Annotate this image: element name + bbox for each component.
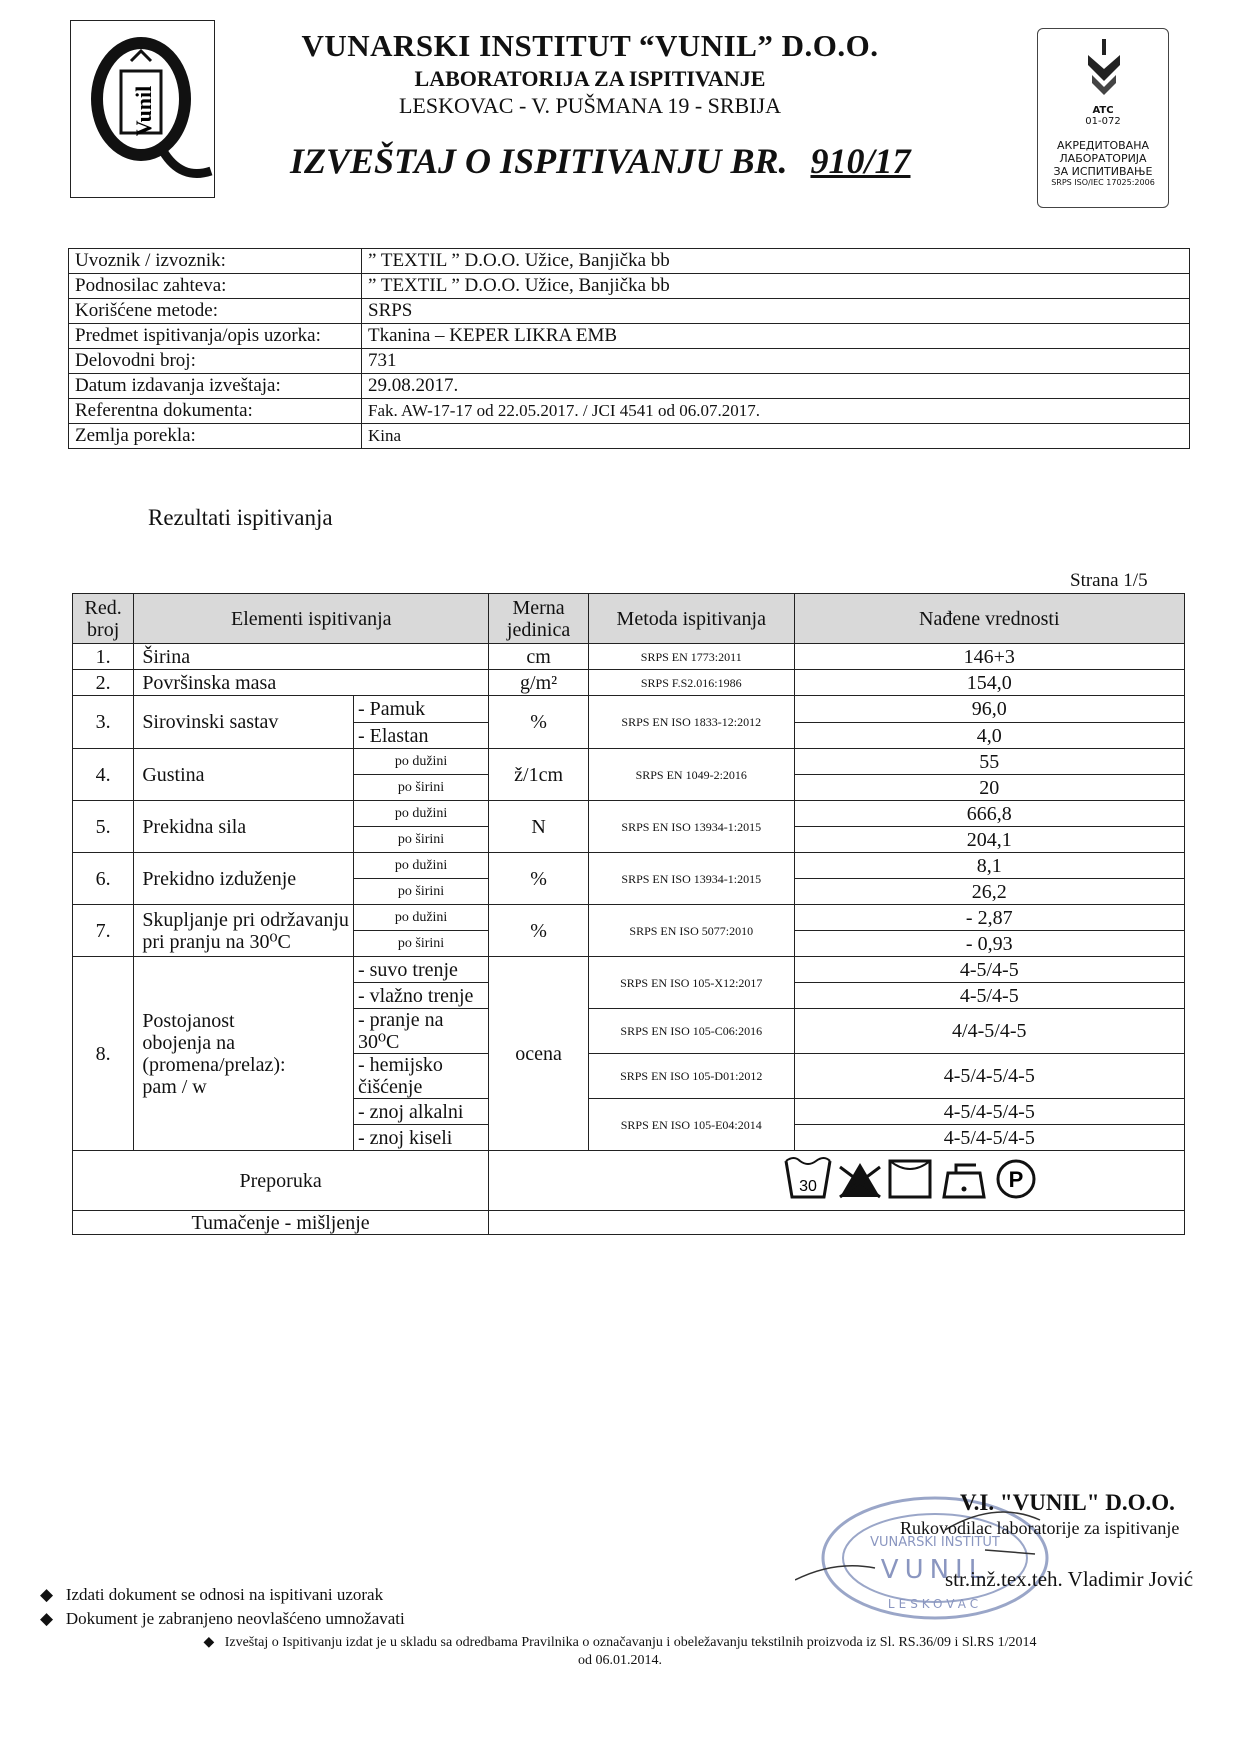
row-value: 146+3	[794, 644, 1184, 670]
row-method: SRPS EN ISO 105-C06:2016	[588, 1009, 794, 1054]
row-value: - 0,93	[794, 931, 1184, 957]
footnotes	[40, 1585, 405, 1633]
row-method: SRPS EN ISO 13934-1:2015	[588, 801, 794, 853]
signature-company: V.I. "VUNIL" D.O.O.	[960, 1490, 1175, 1515]
header-value: Nađene vrednosti	[794, 594, 1184, 644]
row-value: 26,2	[794, 879, 1184, 905]
row-method: SRPS EN ISO 105-E04:2014	[588, 1099, 794, 1151]
row-unit: %	[489, 696, 589, 749]
row-value: 96,0	[794, 696, 1184, 723]
info-label: Delovodni broj:	[69, 349, 362, 374]
info-label: Zemlja porekla:	[69, 424, 362, 449]
row-method: SRPS EN ISO 1833-12:2012	[588, 696, 794, 749]
row-unit: ocena	[489, 957, 589, 1151]
recommendation-row	[73, 1151, 1185, 1211]
row-sub-label: po širini	[353, 827, 488, 853]
interpretation-label: Tumačenje - mišljenje	[73, 1211, 489, 1235]
table-row	[73, 696, 1185, 723]
bullet-icon: ◆	[203, 1635, 225, 1650]
header-unit: Merna jedinica	[489, 594, 589, 644]
dry-clean-p-icon	[998, 1161, 1034, 1197]
tumble-dry-prohibited-icon	[890, 1161, 930, 1197]
row-unit: cm	[489, 644, 589, 670]
footnote-item	[195, 1634, 1045, 1670]
row-number: 5.	[73, 801, 134, 853]
report-label: IZVEŠTAJ O ISPITIVANJU BR.	[290, 141, 788, 181]
row-value: 55	[794, 749, 1184, 775]
accreditation-body: ATC	[1092, 105, 1114, 116]
row-element-line2: pri pranju na 30⁰C	[142, 930, 291, 953]
row-number: 7.	[73, 905, 134, 957]
page-number: Strana 1/5	[1070, 570, 1148, 591]
accreditation-badge	[1037, 28, 1169, 208]
interpretation-row	[73, 1211, 1185, 1235]
info-label: Predmet ispitivanja/opis uzorka:	[69, 324, 362, 349]
row-element-line1: Skupljanje pri održavanju	[142, 908, 349, 931]
row-sub-label: po dužini	[353, 853, 488, 879]
iron-icon	[944, 1165, 984, 1197]
row-element	[134, 957, 354, 1151]
row-sub-label: - suvo trenje	[353, 957, 488, 983]
row-sub-label: po širini	[353, 931, 488, 957]
row-element-line2: obojenja na	[142, 1031, 236, 1054]
report-title	[290, 140, 924, 182]
row-sub-label: po širini	[353, 775, 488, 801]
row-number: 6.	[73, 853, 134, 905]
table-row	[73, 670, 1185, 696]
stamp-text: VUNARSKI INSTITUT	[870, 1535, 1000, 1550]
results-table	[72, 593, 1185, 1235]
info-row	[69, 249, 1190, 274]
row-element-line1: Postojanost	[142, 1009, 235, 1032]
dry-clean-letter: P	[1008, 1167, 1024, 1192]
recommendation-label: Preporuka	[73, 1151, 489, 1211]
table-row	[73, 905, 1185, 931]
report-number: 910/17	[810, 141, 911, 181]
footnote-item	[40, 1585, 405, 1605]
row-value: 4-5/4-5/4-5	[794, 1125, 1184, 1151]
info-label: Datum izdavanja izveštaja:	[69, 374, 362, 399]
row-value: - 2,87	[794, 905, 1184, 931]
info-row	[69, 324, 1190, 349]
table-row	[73, 749, 1185, 775]
row-value: 4,0	[794, 723, 1184, 749]
info-value: 29.08.2017.	[362, 374, 1190, 399]
info-label: Podnosilac zahteva:	[69, 274, 362, 299]
row-sub-label: po širini	[353, 879, 488, 905]
info-value: ” TEXTIL ” D.O.O. Užice, Banjička bb	[362, 249, 1190, 274]
row-number: 8.	[73, 957, 134, 1151]
row-element: Prekidno izduženje	[134, 853, 354, 905]
stamp-center: VUNIL	[880, 1555, 990, 1585]
bullet-icon: ◆	[40, 1609, 66, 1628]
row-element: Površinska masa	[134, 670, 489, 696]
row-element: Prekidna sila	[134, 801, 354, 853]
row-number: 2.	[73, 670, 134, 696]
row-value: 8,1	[794, 853, 1184, 879]
table-row	[73, 957, 1185, 983]
institute-logo	[70, 20, 215, 198]
wash-temperature: 30	[799, 1178, 818, 1195]
info-label: Referentna dokumenta:	[69, 399, 362, 424]
address: LESKOVAC - V. PUŠMANA 19 - SRBIJA	[398, 93, 782, 118]
row-value: 4-5/4-5/4-5	[794, 1099, 1184, 1125]
info-value: SRPS	[362, 299, 1190, 324]
info-row	[69, 349, 1190, 374]
row-value: 4-5/4-5/4-5	[794, 1054, 1184, 1099]
accreditation-line1: АКРЕДИТОВАНА	[1057, 139, 1149, 152]
wash-30-icon	[786, 1158, 830, 1197]
results-title: Rezultati ispitivanja	[148, 505, 333, 530]
stamp-city: LESKOVAC	[887, 1597, 983, 1611]
row-method: SRPS EN ISO 13934-1:2015	[588, 853, 794, 905]
header-method: Metoda ispitivanja	[588, 594, 794, 644]
row-unit: %	[489, 853, 589, 905]
row-sub-label: - znoj kiseli	[353, 1125, 488, 1151]
row-unit: %	[489, 905, 589, 957]
row-sub-label: po dužini	[353, 749, 488, 775]
row-value: 20	[794, 775, 1184, 801]
row-unit: N	[489, 801, 589, 853]
row-sub-label: - znoj alkalni	[353, 1099, 488, 1125]
row-element	[134, 905, 354, 957]
no-bleach-icon	[840, 1163, 880, 1197]
footnote-text: Izdati dokument se odnosi na ispitivani uzorak	[65, 1585, 384, 1604]
info-row	[69, 374, 1190, 399]
row-method: SRPS EN ISO 5077:2010	[588, 905, 794, 957]
row-sub-label: - hemijsko čišćenje	[353, 1054, 488, 1099]
row-sub-label: - Elastan	[353, 723, 488, 749]
row-value: 154,0	[794, 670, 1184, 696]
row-number: 4.	[73, 749, 134, 801]
row-value: 4/4-5/4-5	[794, 1009, 1184, 1054]
table-row	[73, 644, 1185, 670]
row-sub-label: - pranje na 30⁰C	[353, 1009, 488, 1054]
accreditation-line2: ЛАБОРАТОРИЈА	[1059, 152, 1147, 165]
organization-name: VUNARSKI INSTITUT “VUNIL” D.O.O.	[301, 28, 879, 63]
signature-role: Rukovodilac laboratorije za ispitivanje	[900, 1518, 1180, 1538]
row-sub-label: - Pamuk	[353, 696, 488, 723]
info-row	[69, 299, 1190, 324]
interpretation-value	[489, 1211, 1185, 1235]
row-number: 1.	[73, 644, 134, 670]
info-row	[69, 424, 1190, 449]
report-info-table	[68, 248, 1190, 449]
info-row	[69, 274, 1190, 299]
row-element-line4: pam / w	[142, 1075, 207, 1098]
info-value: Fak. AW-17-17 od 22.05.2017. / JCI 4541 od 06.07.2017.	[362, 399, 1190, 424]
row-method: SRPS EN ISO 105-X12:2017	[588, 957, 794, 1009]
accreditation-number: 01-072	[1085, 116, 1121, 127]
row-element-line3: (promena/prelaz):	[142, 1053, 286, 1076]
care-symbols	[489, 1151, 1185, 1211]
row-unit: ž/1cm	[489, 749, 589, 801]
row-value: 666,8	[794, 801, 1184, 827]
footnote-item	[40, 1609, 405, 1629]
row-element: Širina	[134, 644, 489, 670]
accreditation-line3: ЗА ИСПИТИВАЊЕ	[1053, 165, 1153, 178]
header-element: Elementi ispitivanja	[134, 594, 489, 644]
laboratory-name: LABORATORIJA ZA ISPITIVANJE	[414, 66, 766, 91]
row-element: Gustina	[134, 749, 354, 801]
info-row	[69, 399, 1190, 424]
bullet-icon: ◆	[40, 1585, 66, 1604]
row-unit: g/m²	[489, 670, 589, 696]
row-value: 204,1	[794, 827, 1184, 853]
info-label: Uvoznik / izvoznik:	[69, 249, 362, 274]
accreditation-standard: SRPS ISO/IEC 17025:2006	[1051, 178, 1155, 187]
footnote-text: Izveštaj o Ispitivanju izdat je u skladu sa odredbama Pravilnika o označavanju i obeležavanju tekstilnih proizvoda iz Sl. RS.36/09 i Sl.RS 1/2014 od 06.01.2014.	[224, 1635, 1037, 1668]
row-number: 3.	[73, 696, 134, 749]
row-sub-label: po dužini	[353, 801, 488, 827]
results-header-row	[73, 594, 1185, 644]
info-value: Kina	[362, 424, 1190, 449]
row-method: SRPS EN 1773:2011	[588, 644, 794, 670]
info-label: Korišćene metode:	[69, 299, 362, 324]
header-no: Red. broj	[73, 594, 134, 644]
logo-text: Vunil	[131, 85, 156, 137]
footnote-text: Dokument je zabranjeno neovlašćeno umnožavati	[65, 1609, 405, 1628]
row-element: Sirovinski sastav	[134, 696, 354, 749]
row-method: SRPS F.S2.016:1986	[588, 670, 794, 696]
info-value: 731	[362, 349, 1190, 374]
table-row	[73, 801, 1185, 827]
row-method: SRPS EN 1049-2:2016	[588, 749, 794, 801]
signature-name: str.inž.tex.teh. Vladimir Jović	[945, 1567, 1194, 1591]
row-sub-label: po dužini	[353, 905, 488, 931]
row-value: 4-5/4-5	[794, 957, 1184, 983]
accreditation-logo-icon	[1084, 37, 1124, 99]
info-value: Tkanina – KEPER LIKRA EMB	[362, 324, 1190, 349]
row-method: SRPS EN ISO 105-D01:2012	[588, 1054, 794, 1099]
row-sub-label: - vlažno trenje	[353, 983, 488, 1009]
info-value: ” TEXTIL ” D.O.O. Užice, Banjička bb	[362, 274, 1190, 299]
table-row	[73, 853, 1185, 879]
row-value: 4-5/4-5	[794, 983, 1184, 1009]
